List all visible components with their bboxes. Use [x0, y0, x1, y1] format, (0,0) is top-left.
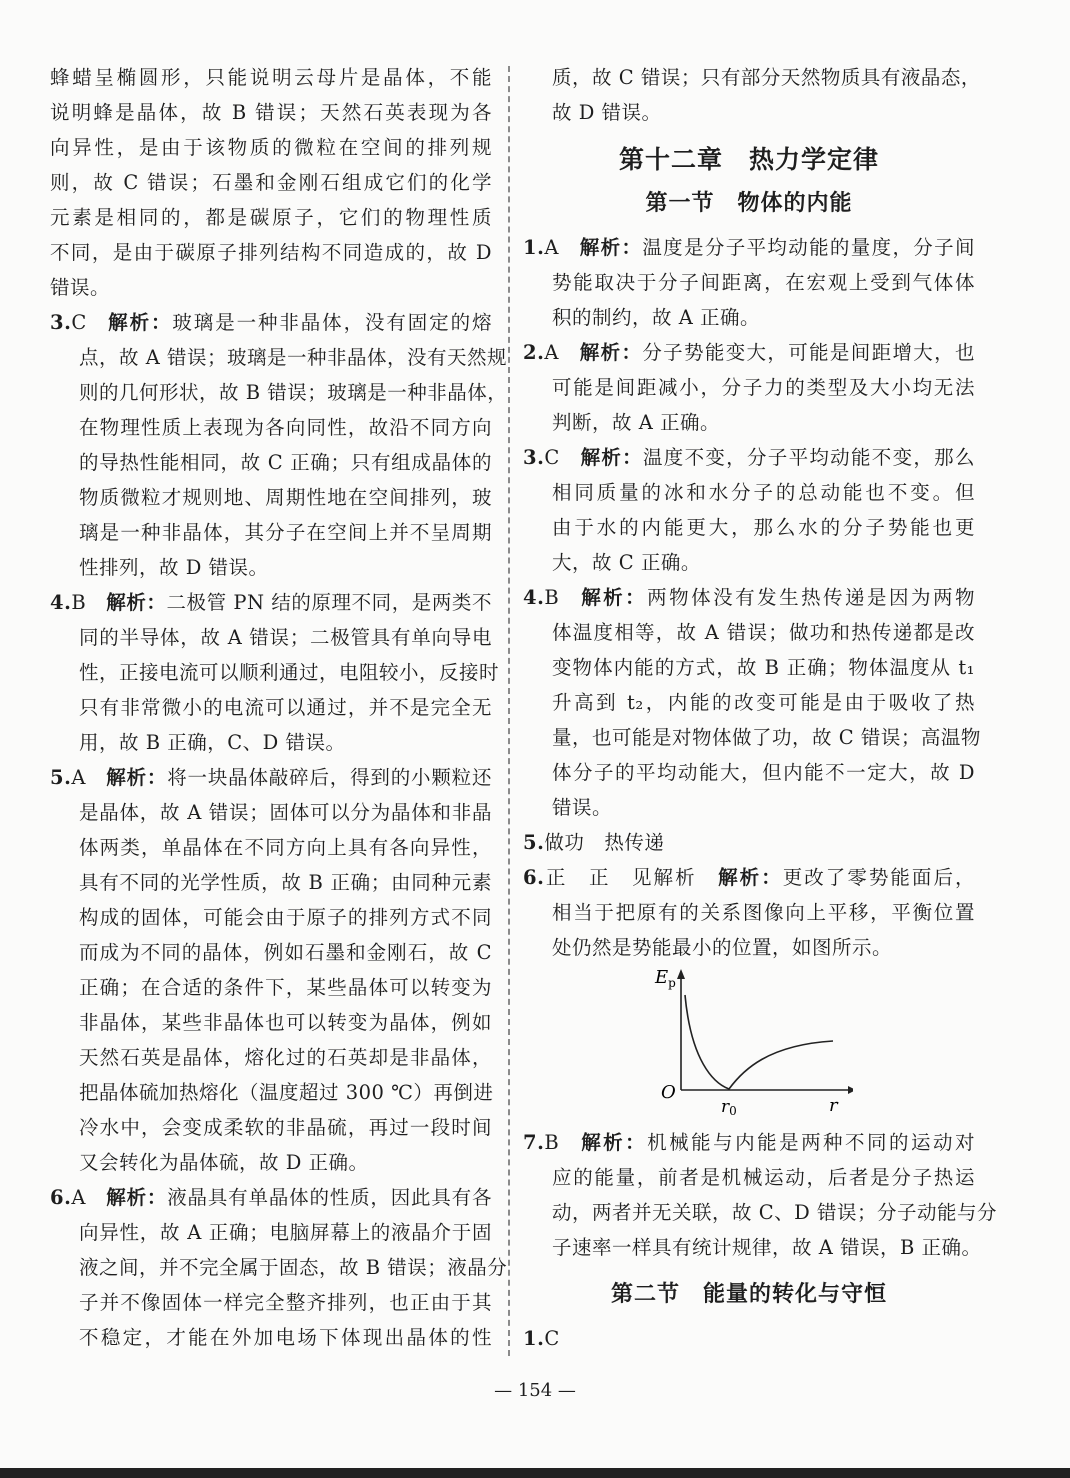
answer-choice: A [71, 1186, 86, 1209]
line-text: 天然石英是晶体，熔化过的石英却是非晶体， [79, 1046, 492, 1069]
answer-gap [559, 236, 579, 259]
answer-choice: A [544, 341, 559, 364]
line-text: 蜂蜡呈椭圆形，只能说明云母片是晶体，不能 [50, 66, 492, 89]
text-line [50, 1075, 492, 1110]
line-text: 冷水中，会变成柔软的非晶硫，再过一段时间 [79, 1116, 492, 1139]
question-number: 3. [50, 311, 72, 334]
line-text: 故 D 错误。 [552, 101, 662, 124]
text-line [523, 405, 975, 440]
text-line [523, 370, 975, 405]
text-line [50, 690, 492, 725]
text-line [50, 410, 492, 445]
line-text: 更改了零势能面后， [782, 866, 975, 889]
line-text: 又会转化为晶体硫，故 D 正确。 [79, 1151, 369, 1174]
origin-label: O [661, 1082, 676, 1103]
answer-line [50, 585, 492, 620]
line-text: 构成的固体，可能会由于原子的排列方式不同 [79, 906, 492, 929]
answer-choice: C [544, 446, 560, 469]
text-line [523, 475, 975, 510]
line-text: 物质微粒才规则地、周期性地在空间排列，玻 [79, 486, 492, 509]
answer-choice: C [544, 1327, 560, 1350]
text-line [523, 1230, 982, 1265]
right-column [523, 60, 997, 1356]
line-text: 液之间，并不完全属于固态，故 B 错误；液晶分 [79, 1256, 508, 1279]
text-line [50, 1250, 508, 1285]
answer-gap [559, 1131, 579, 1154]
line-text: 二极管 PN 结的原理不同，是两类不 [166, 591, 492, 614]
chapter-title: 第十二章 热力学定律 [618, 145, 879, 174]
answer-line [523, 1125, 975, 1160]
question-number: 6. [523, 866, 545, 889]
right-bottom-text [523, 1125, 997, 1265]
line-text: 错误。 [552, 796, 613, 819]
answer-choice: 正 正 见解析 [544, 866, 697, 889]
text-line [523, 510, 975, 545]
line-text: 在物理性质上表现为各向同性，故沿不同方向 [79, 416, 492, 439]
line-text: 动，两者并无关联，故 C、D 错误；分子动能与分 [552, 1201, 997, 1224]
right-end-text [523, 1321, 975, 1356]
line-text: 子并不像固体一样完全整齐排列，也正由于其 [79, 1291, 492, 1314]
line-text: 向异性，故 A 正确；电脑屏幕上的液晶介于固 [79, 1221, 492, 1244]
line-text: 相同质量的冰和水分子的总动能也不变。但 [552, 481, 975, 504]
text-line [50, 1040, 492, 1075]
analysis-label: 解析： [578, 341, 643, 364]
line-text: 分子势能变大，可能是间距增大，也 [642, 341, 975, 364]
answer-choice: A [71, 766, 86, 789]
question-number: 1. [523, 1327, 545, 1350]
answer-line [523, 1321, 975, 1356]
line-text: 液晶具有单晶体的性质，因此具有各 [167, 1186, 492, 1209]
line-text: 正确；在合适的条件下，某些晶体可以转变为 [79, 976, 492, 999]
analysis-label: 解析： [579, 446, 643, 469]
line-text: 向异性，是由于该物质的微粒在空间的排列规 [50, 136, 492, 159]
answer-gap [86, 591, 106, 614]
answer-line [50, 305, 492, 340]
answer-gap [559, 586, 579, 609]
text-line [523, 895, 975, 930]
line-text: 则的几何形状，故 B 错误；玻璃是一种非晶体， [79, 381, 508, 404]
answer-line [523, 230, 975, 265]
text-line [50, 270, 492, 305]
line-text: 璃是一种非晶体，其分子在空间上并不呈周期 [79, 521, 492, 544]
line-text: 将一块晶体敲碎后，得到的小颗粒还 [167, 766, 492, 789]
left-column [50, 60, 508, 1355]
answer-line [523, 825, 975, 860]
line-text: 量，也可能是对物体做了功，故 C 错误；高温物 [552, 726, 981, 749]
line-text: 判断，故 A 正确。 [552, 411, 720, 434]
answer-choice: A [544, 236, 559, 259]
line-text: 错误。 [50, 276, 111, 299]
text-line [50, 235, 492, 270]
question-number: 1. [523, 236, 545, 259]
page-number: — 154 — [494, 1380, 576, 1401]
answer-line [523, 580, 975, 615]
text-line [523, 265, 975, 300]
line-text: 可能是间距减小，分子力的类型及大小均无法 [552, 376, 975, 399]
line-text: 是晶体，故 A 错误；固体可以分为晶体和非晶 [79, 801, 492, 824]
question-number: 2. [523, 341, 545, 364]
line-text: 温度不变，分子平均动能不变，那么 [642, 446, 975, 469]
question-number: 4. [50, 591, 72, 614]
x-axis-arrow [848, 1086, 853, 1094]
text-line [50, 900, 492, 935]
text-line [50, 60, 492, 95]
line-text: 说明蜂是晶体，故 B 错误；天然石英表现为各 [50, 101, 492, 124]
text-line [50, 95, 492, 130]
line-text: 势能取决于分子间距离，在宏观上受到气体体 [552, 271, 975, 294]
question-number: 5. [523, 831, 545, 854]
y-axis-label: $E_p$ [655, 967, 676, 990]
answer-choice: B [544, 1131, 560, 1154]
analysis-label: 解析： [716, 866, 783, 889]
analysis-label: 解析： [579, 1131, 648, 1154]
question-number: 3. [523, 446, 545, 469]
text-line [523, 300, 975, 335]
text-line [523, 755, 975, 790]
line-text: 质，故 C 错误；只有部分天然物质具有液晶态， [552, 66, 981, 89]
text-line [50, 1215, 492, 1250]
answer-gap [86, 1186, 106, 1209]
answer-choice: 做功 热传递 [544, 831, 665, 854]
answer-gap [697, 866, 717, 889]
line-text: 同的半导体，故 A 错误；二极管具有单向导电 [79, 626, 492, 649]
answer-gap [87, 311, 107, 334]
text-line [523, 650, 975, 685]
analysis-label: 解析： [578, 236, 643, 259]
text-line [50, 200, 492, 235]
line-text: 性排列，故 D 错误。 [79, 556, 269, 579]
line-text: 元素是相同的，都是碳原子，它们的物理性质 [50, 206, 492, 229]
text-line [50, 795, 492, 830]
line-text: 子速率一样具有统计规律，故 A 错误，B 正确。 [552, 1236, 982, 1259]
y-axis-arrow [677, 969, 685, 979]
line-text: 具有不同的光学性质，故 B 正确；由同种元素 [79, 871, 492, 894]
text-line [50, 1005, 492, 1040]
text-line [523, 615, 975, 650]
x-axis-label: r [829, 1095, 838, 1116]
line-text: 不稳定，才能在外加电场下体现出晶体的性 [79, 1326, 492, 1349]
right-top-text [523, 60, 981, 130]
text-line [50, 1285, 492, 1320]
text-line [523, 95, 975, 130]
line-text: 处仍然是势能最小的位置，如图所示。 [552, 936, 893, 959]
text-line [523, 790, 975, 825]
potential-energy-graph [523, 965, 975, 1125]
answer-line [523, 440, 975, 475]
question-number: 5. [50, 766, 72, 789]
text-line [523, 1195, 997, 1230]
analysis-label: 解析： [105, 766, 168, 789]
line-text: 体分子的平均动能大，但内能不一定大，故 D [552, 761, 975, 784]
text-line [523, 930, 975, 965]
column-divider [508, 66, 510, 1356]
line-text: 只有非常微小的电流可以通过，并不是完全无 [79, 696, 492, 719]
question-number: 6. [50, 1186, 72, 1209]
question-number: 4. [523, 586, 545, 609]
line-text: 机械能与内能是两种不同的运动对 [647, 1131, 975, 1154]
r0-label: r0 [721, 1097, 737, 1118]
text-line [50, 970, 492, 1005]
text-line [50, 445, 492, 480]
text-line [523, 60, 981, 95]
analysis-label: 解析： [579, 586, 648, 609]
line-text: 相当于把原有的关系图像向上平移，平衡位置 [552, 901, 975, 924]
graph-svg [653, 965, 853, 1123]
line-text: 大，故 C 正确。 [552, 551, 701, 574]
line-text: 应的能量，前者是机械运动，后者是分子热运 [552, 1166, 975, 1189]
text-line [50, 620, 492, 655]
text-line [50, 340, 507, 375]
answer-line [50, 760, 492, 795]
analysis-label: 解析： [106, 591, 167, 614]
line-text: 两物体没有发生热传递是因为两物 [647, 586, 975, 609]
text-line [50, 480, 492, 515]
line-text: 积的制约，故 A 正确。 [552, 306, 760, 329]
answer-gap [86, 766, 106, 789]
answer-line [50, 1180, 492, 1215]
text-line [50, 165, 492, 200]
section-title-2: 第二节 能量的转化与守恒 [610, 1282, 887, 1307]
line-text: 温度是分子平均动能的量度，分子间 [642, 236, 975, 259]
line-text: 升高到 t₂，内能的改变可能是由于吸收了热 [552, 691, 975, 714]
line-text: 把晶体硫加热熔化（温度超过 300 ℃）再倒进 [79, 1081, 494, 1104]
text-line [50, 130, 492, 165]
line-text: 用，故 B 正确，C、D 错误。 [79, 731, 346, 754]
question-number: 7. [523, 1131, 545, 1154]
line-text: 非晶体，某些非晶体也可以转变为晶体，例如 [79, 1011, 492, 1034]
text-line [50, 1145, 492, 1180]
answer-line [523, 860, 975, 895]
line-text: 体温度相等，故 A 错误；做功和热传递都是改 [552, 621, 975, 644]
text-line [50, 725, 492, 760]
text-line [50, 655, 500, 690]
line-text: 而成为不同的晶体，例如石墨和金刚石，故 C [79, 941, 492, 964]
line-text: 变物体内能的方式，故 B 正确；物体温度从 t₁ [552, 656, 975, 679]
right-mid-text [523, 230, 981, 965]
line-text: 不同，是由于碳原子排列结构不同造成的，故 D [50, 241, 492, 264]
text-line [50, 830, 492, 865]
line-text: 的导热性能相同，故 C 正确；只有组成晶体的 [79, 451, 492, 474]
text-line [523, 720, 981, 755]
line-text: 则，故 C 错误；石墨和金刚石组成它们的化学 [50, 171, 492, 194]
scan-edge-bar [0, 1468, 1070, 1478]
text-line [523, 1160, 975, 1195]
answer-choice: C [71, 311, 87, 334]
text-line [50, 1320, 492, 1355]
text-line [50, 935, 492, 970]
answer-line [523, 335, 975, 370]
line-text: 玻璃是一种非晶体，没有固定的熔 [172, 311, 492, 334]
answer-choice: B [71, 591, 87, 614]
line-text: 性，正接电流可以顺利通过，电阻较小，反接时 [79, 661, 500, 684]
answer-gap [559, 341, 579, 364]
text-line [50, 1110, 492, 1145]
answer-gap [560, 446, 580, 469]
text-line [523, 545, 975, 580]
ep-curve [685, 995, 833, 1089]
text-line [50, 515, 492, 550]
line-text: 由于水的内能更大，那么水的分子势能也更 [552, 516, 975, 539]
text-line [523, 685, 975, 720]
analysis-label: 解析： [106, 311, 173, 334]
analysis-label: 解析： [105, 1186, 168, 1209]
line-text: 点，故 A 错误；玻璃是一种非晶体，没有天然规 [79, 346, 507, 369]
text-line [50, 865, 492, 900]
section-title-1: 第一节 物体的内能 [645, 191, 853, 216]
answer-choice: B [544, 586, 560, 609]
text-line [50, 375, 508, 410]
text-line [50, 550, 492, 585]
line-text: 体两类，单晶体在不同方向上具有各向异性， [79, 836, 492, 859]
